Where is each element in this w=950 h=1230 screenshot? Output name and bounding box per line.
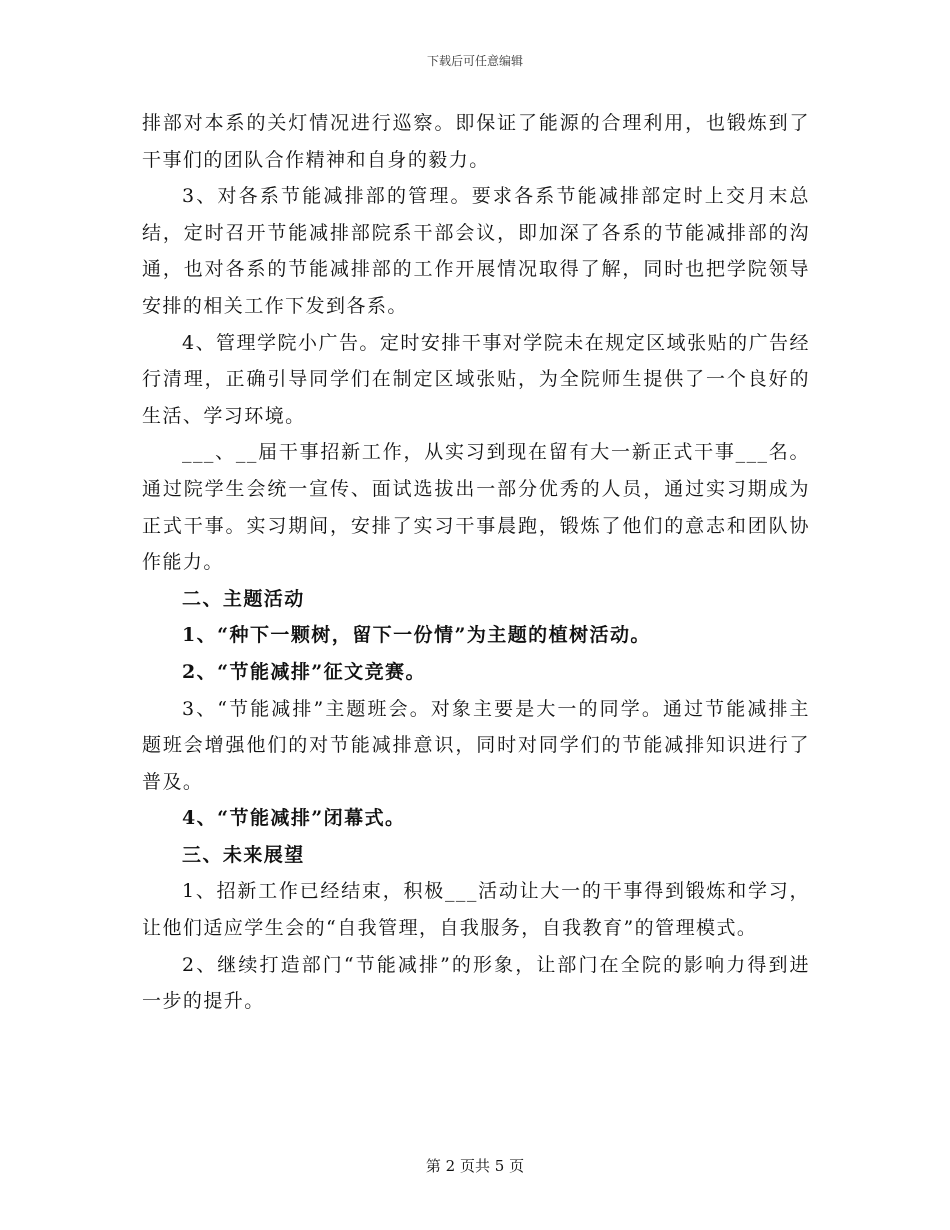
section-heading-future-outlook: 三、未来展望 [182,843,305,866]
activity-class-meeting: 3、“节能减排”主题班会。对象主要是大一的同学。通过节能减排主题班会增强他们的对节能减排意识，同时对同学们的节能减排知识进行了普及。 [142,697,810,793]
paragraph-recruitment: ___、__届干事招新工作，从实习到现在留有大一新正式干事___名。通过院学生会统一宣传、面试选拔出一部分优秀的人员，通过实习期成为正式干事。实习期间，安排了实习干事晨跑，锻炼了他们的意志和团队协作能力。 [142,441,810,574]
page-header: 下载后可任意编辑 [426,54,523,68]
paragraph-lights-patrol: 排部对本系的关灯情况进行巡察。即保证了能源的合理利用，也锻炼到了干事们的团队合作精神和自身的毅力。 [142,112,810,171]
paragraph-department-management: 3、对各系节能减排部的管理。要求各系节能减排部定时上交月末总结，定时召开节能减排部院系干部会议，即加深了各系的节能减排部的沟通，也对各系的节能减排部的工作开展情况取得了解，同时也把学院领导安排的相关工作下发到各系。 [142,185,810,317]
document-body [142,105,810,1020]
outlook-recruitment-done: 1、招新工作已经结束，积极___活动让大一的干事得到锻炼和学习，让他们适应学生会的“自我管理，自我服务，自我教育”的管理模式。 [142,880,810,940]
page-number: 第 2 页共 5 页 [425,1157,525,1175]
paragraph-ad-management: 4、管理学院小广告。定时安排干事对学院未在规定区域张贴的广告经行清理，正确引导同学们在制定区域张贴，为全院师生提供了一个良好的生活、学习环境。 [142,331,810,427]
activity-essay-contest: 2、“节能减排”征文竞赛。 [182,660,426,683]
section-heading-theme-activities: 二、主题活动 [182,587,305,610]
activity-closing-ceremony: 4、“节能减排”闭幕式。 [182,807,406,830]
outlook-department-image: 2、继续打造部门“节能减排”的形象，让部门在全院的影响力得到进一步的提升。 [142,953,810,1013]
activity-tree-planting: 1、“种下一颗树，留下一份情”为主题的植树活动。 [182,624,651,647]
